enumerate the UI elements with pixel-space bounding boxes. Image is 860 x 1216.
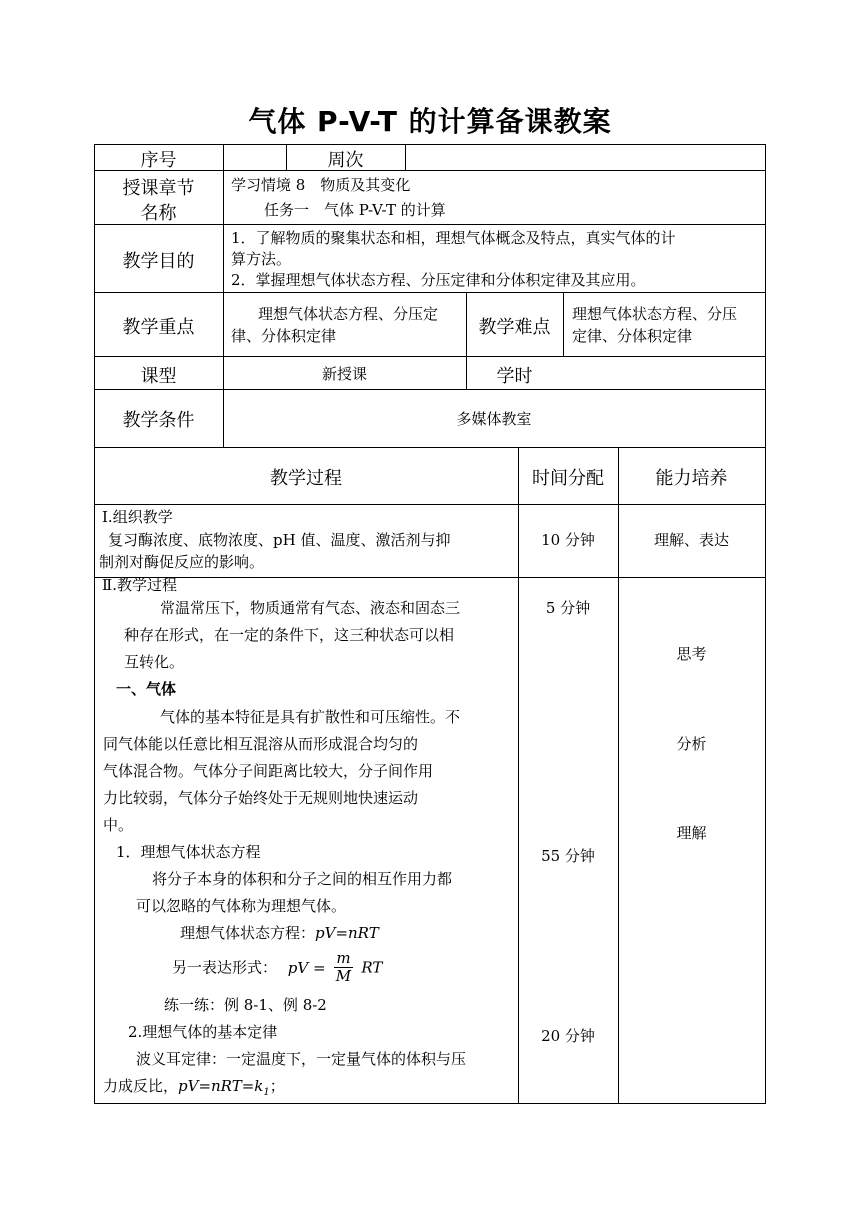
ideal-line2: 可以忽略的气体称为理想气体。 (136, 897, 347, 915)
intro-line3: 互转化。 (124, 653, 185, 671)
row-rule (94, 389, 766, 390)
section1-line1: 复习酶浓度、底物浓度、pH 值、温度、激活剂与抑 (108, 531, 451, 549)
alt-equation (172, 950, 382, 996)
ability-think: 思考 (676, 645, 707, 663)
ability-analyze: 分析 (676, 735, 707, 753)
alt-lhs: pV = (287, 958, 326, 977)
boyle-end: ； (269, 1077, 285, 1095)
gas-line3: 气体混合物。气体分子间距离比较大，分子间作用 (103, 762, 434, 780)
time-header: 时间分配 (532, 468, 604, 489)
section1-heading: Ⅰ.组织教学 (102, 508, 173, 526)
alt-rhs: RT (361, 958, 383, 977)
ability-header: 能力培养 (655, 468, 728, 489)
time-5min: 5 分钟 (545, 599, 591, 617)
objective-line3: 2．掌握理想气体状态方程、分压定律和分体积定律及其应用。 (231, 271, 646, 289)
gas-line1: 气体的基本特征是具有扩散性和可压缩性。不 (160, 708, 461, 726)
gas-laws-item: 2.理想气体的基本定律 (128, 1023, 278, 1041)
chapter-label-line1: 授课章节 (122, 178, 195, 199)
chapter-label-line2: 名称 (140, 203, 177, 224)
time-20min: 20 分钟 (541, 1027, 595, 1045)
col-rule (405, 144, 406, 171)
gas-line2: 同气体能以任意比相互混溶从而形成混合均匀的 (103, 735, 419, 753)
process-header: 教学过程 (270, 468, 342, 489)
boyle-line1: 波义耳定律：一定温度下，一定量气体的体积与压 (136, 1050, 467, 1068)
conditions-label: 教学条件 (122, 410, 195, 431)
key-points-label: 教学重点 (122, 317, 195, 338)
objective-line2: 算方法。 (231, 250, 292, 268)
boyle-line2 (103, 1075, 285, 1104)
boyle-formula: pV=nRT=k (178, 1077, 264, 1095)
mass-fraction (334, 950, 352, 985)
boyle-line2-prefix: 力成反比， (103, 1077, 179, 1095)
fraction-denominator: M (335, 967, 352, 985)
page-title: 气体 P-V-T 的计算备课教案 (248, 105, 612, 138)
boyle-subscript: 1 (263, 1087, 270, 1098)
key-points-line2: 律、分体积定律 (231, 327, 337, 345)
row-rule (94, 447, 766, 448)
section1-ability: 理解、表达 (653, 531, 729, 549)
conditions-value: 多媒体教室 (456, 410, 532, 428)
difficulty-label: 教学难点 (478, 317, 551, 338)
objective-label: 教学目的 (122, 251, 195, 272)
intro-line1: 常温常压下，物质通常有气态、液态和固态三 (160, 599, 461, 617)
chapter-line2: 任务一 气体 P-V-T 的计算 (264, 201, 446, 219)
col-rule (765, 144, 766, 1104)
difficulty-line2: 定律、分体积定律 (572, 327, 693, 345)
intro-line2: 种存在形式，在一定的条件下，这三种状态可以相 (124, 626, 455, 644)
col-rule (94, 144, 95, 1104)
practice-line: 练一练：例 8-1、例 8-2 (164, 996, 327, 1014)
key-points-line1: 理想气体状态方程、分压定 (258, 305, 439, 323)
section2-heading: Ⅱ.教学过程 (102, 576, 177, 594)
gas-line5: 中。 (103, 816, 134, 834)
gas-subheading: 一、气体 (116, 680, 177, 698)
objective-line1: 1．了解物质的聚集状态和相，理想气体概念及特点，真实气体的计 (231, 229, 676, 247)
lesson-type-label: 课型 (140, 366, 177, 387)
difficulty-line1: 理想气体状态方程、分压 (572, 305, 738, 323)
ideal-line1: 将分子本身的体积和分子之间的相互作用力都 (152, 870, 453, 888)
ideal-gas-item: 1．理想气体状态方程 (116, 843, 261, 861)
chapter-line1: 学习情境 8 物质及其变化 (231, 176, 411, 194)
time-55min: 55 分钟 (541, 847, 595, 865)
col-rule (563, 292, 564, 357)
hours-label: 学时 (496, 366, 533, 387)
fraction-numerator: m (336, 949, 351, 967)
week-label: 周次 (327, 150, 364, 171)
alt-equation-label: 另一表达形式： (172, 958, 278, 977)
lesson-plan-table (94, 144, 766, 1104)
section1-line2: 制剂对酶促反应的影响。 (99, 553, 265, 571)
state-equation (180, 922, 379, 944)
ability-understand: 理解 (676, 824, 707, 842)
state-equation-formula: pV=nRT (315, 924, 379, 942)
row-rule (94, 292, 766, 293)
gas-line4: 力比较弱，气体分子始终处于无规则地快速运动 (103, 789, 419, 807)
row-rule (94, 144, 766, 145)
lesson-type-value: 新授课 (321, 365, 367, 383)
row-rule (94, 504, 766, 505)
row-rule (94, 577, 766, 578)
section1-time: 10 分钟 (541, 531, 595, 549)
serial-label: 序号 (140, 150, 177, 171)
state-equation-label: 理想气体状态方程： (180, 924, 316, 942)
row-rule (94, 356, 766, 357)
col-rule (223, 144, 224, 448)
